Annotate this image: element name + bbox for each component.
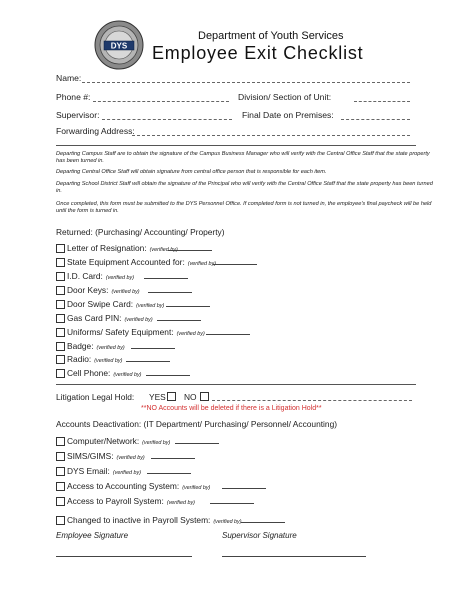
checkbox-sims-gims[interactable] <box>56 452 65 461</box>
seal-lettering: DYS <box>110 41 128 51</box>
verified-by-line[interactable] <box>148 292 192 293</box>
item-label: I.D. Card: <box>67 271 103 281</box>
middle-divider <box>56 384 416 385</box>
checkbox-uniforms-safety-equipment[interactable] <box>56 328 65 337</box>
accounts-heading: Accounts Deactivation: (IT Department/ Purchasing/ Personnel/ Accounting) <box>56 419 338 429</box>
item-label: Cell Phone: <box>67 368 111 378</box>
department-name: Department of Youth Services <box>198 30 344 42</box>
verified-by-line[interactable] <box>213 264 257 265</box>
litigation-yes-label: YES <box>149 392 166 402</box>
checkbox-computer-network[interactable] <box>56 437 65 446</box>
item-label: DYS Email: <box>67 466 110 476</box>
note-submission: Once completed, this form must be submitted to the DYS Personnel Office. If completed form is not turned in, the employee's final paycheck will be held until the form is turned in. <box>56 201 432 215</box>
item-door-keys <box>67 285 140 295</box>
checkbox-badge[interactable] <box>56 342 65 351</box>
verified-by-line[interactable] <box>146 375 190 376</box>
item-cell-phone <box>67 368 141 378</box>
verified-by-label: (verified by) <box>166 500 195 506</box>
verified-by-label: (verified by) <box>94 358 123 364</box>
item-label: Radio: <box>67 354 92 364</box>
verified-by-line[interactable] <box>241 522 285 523</box>
checkbox-id-card[interactable] <box>56 272 65 281</box>
verified-by-line[interactable] <box>126 361 170 362</box>
checkbox-payroll-system[interactable] <box>56 497 65 506</box>
litigation-label: Litigation Legal Hold: <box>56 392 135 402</box>
returned-heading: Returned: (Purchasing/ Accounting/ Property) <box>56 227 225 237</box>
verified-by-label: (verified by) <box>149 247 178 253</box>
note-campus-staff: Departing Campus Staff are to obtain the signature of the Campus Business Manager who will verify with the Central Office Staff that the state property has been turned in. <box>56 151 430 165</box>
item-badge <box>67 341 125 351</box>
name-label: Name: <box>56 73 82 83</box>
verified-by-line[interactable] <box>206 334 250 335</box>
verified-by-label: (verified by) <box>124 317 153 323</box>
verified-by-label: (verified by) <box>105 275 135 281</box>
verified-by-label: (verified by) <box>111 289 140 295</box>
note-central-office-staff: Departing Central Office Staff will obtain signature from central office person that is responsible for each item. <box>56 169 327 175</box>
litigation-no-label: NO <box>184 392 197 402</box>
verified-by-line[interactable] <box>147 473 191 474</box>
verified-by-label: (verified by) <box>96 345 125 351</box>
item-label: State Equipment Accounted for: <box>67 257 185 267</box>
item-accounting-system <box>67 481 210 491</box>
page-title: Employee Exit Checklist <box>152 43 364 63</box>
final-date-label: Final Date on Premises: <box>242 110 334 120</box>
checkbox-letter-of-resignation[interactable] <box>56 244 65 253</box>
checkbox-inactive-payroll[interactable] <box>56 516 65 525</box>
verified-by-line[interactable] <box>131 348 175 349</box>
item-gas-card-pin <box>67 313 153 323</box>
verified-by-line[interactable] <box>151 458 195 459</box>
verified-by-label: (verified by) <box>187 261 216 267</box>
item-door-swipe-card <box>67 299 164 309</box>
item-label: Door Swipe Card: <box>67 299 134 309</box>
verified-by-label: (verified by) <box>112 470 141 476</box>
checkbox-litigation-no[interactable] <box>200 392 209 401</box>
item-label: Badge: <box>67 341 94 351</box>
verified-by-label: (verified by) <box>182 485 211 491</box>
item-label: SIMS/GIMS: <box>67 451 114 461</box>
forwarding-address-field[interactable] <box>132 127 410 136</box>
dys-seal-logo <box>94 20 144 70</box>
checkbox-cell-phone[interactable] <box>56 369 65 378</box>
verified-by-label: (verified by) <box>176 331 205 337</box>
supervisor-field[interactable] <box>102 111 232 120</box>
verified-by-line[interactable] <box>166 306 210 307</box>
item-dys-email <box>67 466 141 476</box>
item-payroll-system <box>67 496 195 506</box>
verified-by-label: (verified by) <box>116 455 145 461</box>
item-label: Letter of Resignation: <box>67 243 147 253</box>
item-sims-gims <box>67 451 145 461</box>
item-state-equipment <box>67 257 216 267</box>
verified-by-line[interactable] <box>157 320 201 321</box>
litigation-notes-field[interactable] <box>212 392 412 401</box>
verified-by-label: (verified by) <box>136 303 165 309</box>
item-label: Access to Payroll System: <box>67 496 164 506</box>
verified-by-line[interactable] <box>168 250 212 251</box>
checkbox-gas-card-pin[interactable] <box>56 314 65 323</box>
checkbox-litigation-yes[interactable] <box>167 392 176 401</box>
final-date-field[interactable] <box>341 111 410 120</box>
verified-by-line[interactable] <box>210 503 254 504</box>
checkbox-accounting-system[interactable] <box>56 482 65 491</box>
division-label: Division/ Section of Unit: <box>238 92 332 102</box>
division-field[interactable] <box>354 93 410 102</box>
item-inactive-payroll <box>67 515 242 525</box>
checkbox-radio[interactable] <box>56 355 65 364</box>
checkbox-dys-email[interactable] <box>56 467 65 476</box>
top-divider <box>56 145 416 146</box>
item-uniforms-safety-equipment <box>67 327 205 337</box>
employee-signature-label: Employee Signature <box>56 531 129 540</box>
checkbox-door-swipe-card[interactable] <box>56 300 65 309</box>
verified-by-line[interactable] <box>144 278 188 279</box>
employee-signature-line[interactable] <box>56 556 192 557</box>
supervisor-label: Supervisor: <box>56 110 100 120</box>
item-label: Changed to inactive in Payroll System: <box>67 515 211 525</box>
litigation-warning: **NO Accounts will be deleted if there is a Litigation Hold** <box>141 405 322 412</box>
item-label: Gas Card PIN: <box>67 313 122 323</box>
note-school-district-staff: Departing School District Staff will obtain the signature of the Principal who will verify with the Central Office Staff that the state property has been turned in. <box>56 181 433 195</box>
forwarding-address-label: Forwarding Address: <box>56 126 135 136</box>
verified-by-label: (verified by) <box>142 440 171 446</box>
phone-label: Phone #: <box>56 92 91 102</box>
checkbox-state-equipment[interactable] <box>56 258 65 267</box>
verified-by-line[interactable] <box>175 443 219 444</box>
item-id-card <box>67 271 134 281</box>
item-radio <box>67 354 122 364</box>
item-label: Computer/Network: <box>67 436 140 446</box>
item-label: Uniforms/ Safety Equipment: <box>67 327 174 337</box>
verified-by-label: (verified by) <box>213 519 242 525</box>
supervisor-signature-label: Supervisor Signature <box>222 531 297 540</box>
item-letter-of-resignation <box>67 243 178 253</box>
checkbox-door-keys[interactable] <box>56 286 65 295</box>
verified-by-line[interactable] <box>222 488 266 489</box>
item-label: Access to Accounting System: <box>67 481 180 491</box>
supervisor-signature-line[interactable] <box>222 556 366 557</box>
phone-field[interactable] <box>93 93 229 102</box>
item-label: Door Keys: <box>67 285 109 295</box>
name-field[interactable] <box>82 74 410 83</box>
verified-by-label: (verified by) <box>113 372 142 378</box>
item-computer-network <box>67 436 170 446</box>
